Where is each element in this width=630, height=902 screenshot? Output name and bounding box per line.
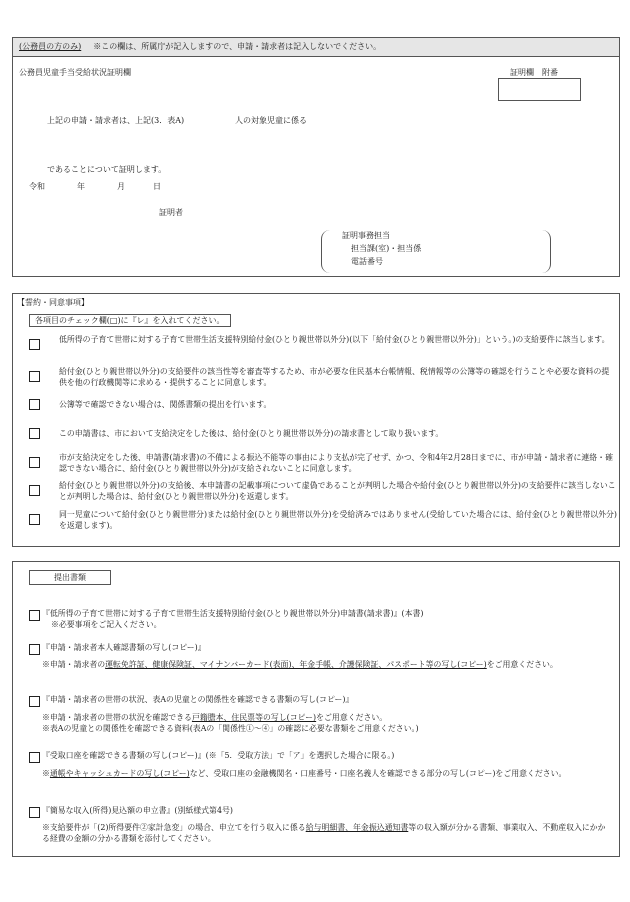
documents-section: [12, 561, 620, 857]
pledge-checkbox[interactable]: [29, 485, 40, 496]
date-day-label: 日: [153, 182, 161, 191]
note-text: をご用意ください。: [316, 713, 388, 722]
pledge-consent-section: [12, 293, 620, 547]
official-section-title: 公務員児童手当受給状況証明欄: [19, 68, 131, 77]
official-only-tag: (公務員の方のみ): [19, 42, 82, 51]
document-checkbox[interactable]: [29, 752, 40, 763]
document-checkbox[interactable]: [29, 644, 40, 655]
cert-statement-line1a: 上記の申請・請求者は、上記(3．表A): [47, 116, 185, 125]
pledge-item-text: 同一児童について給付金(ひとり親世帯分)または給付金(ひとり親世帯以外分)を受給済みではありません(受給していた場合には、給付金(ひとり親世帯以外分)を返還します)。: [59, 510, 617, 530]
pledge-checkbox[interactable]: [29, 428, 40, 439]
official-section-header: [13, 38, 619, 57]
note-text: ※申請・請求者の: [42, 660, 106, 669]
pledge-item-text: 公簿等で確認できない場合は、関係書類の提出を行います。: [59, 400, 272, 409]
document-3-note-1: [42, 712, 613, 723]
document-3-note-2: ※表Aの児童との関係性を確認できる資料(表Aの「関係性①～④」の確認に必要な書類をご用意ください。): [42, 724, 419, 733]
pledge-checkbox[interactable]: [29, 457, 40, 468]
document-2-note: [42, 659, 613, 670]
note-underlined-text: 給与明細書、年金振込通知書: [305, 823, 409, 832]
note-text: 等の収入額が分かる書類、事業収入、不動産収入にかかる経費の金額の分かる書類を添付してください。: [42, 823, 606, 843]
note-text: ※支給要件が「(2)所得要件②家計急変」の場合、申立てを行う収入に係る: [42, 823, 306, 832]
pledge-item-text: 市が支給決定をした後、申請書(請求書)の不備による振込不能等の事由により支払が完了せず、かつ、令和4年2月28日までに、市が申請・請求者に連絡・確認できない場合に、給付金(ひとり親世帯以外分)が支給されないことに同意します。: [59, 453, 613, 473]
office-contact-label: 証明事務担当: [342, 231, 390, 240]
document-checkbox[interactable]: [29, 610, 40, 621]
document-4-title: 『受取口座を確認できる書類の写し(コピー)』(※「5．受取方法」で「ア」を選択した場合に限る。): [42, 751, 395, 760]
pledge-item-text: 給付金(ひとり親世帯以外分)の支給要件の該当性等を審査等するため、市が必要な住民基本台帳情報、税情報等の公簿等の確認を行うことや必要な資料の提供を他の行政機関等に求める・提供することに同意します。: [59, 367, 610, 387]
document-5-title: 『簡易な収入(所得)見込額の申立書』(別紙様式第4号): [42, 806, 233, 815]
pledge-item-text: 低所得の子育て世帯に対する子育て世帯生活支援特別給付金(ひとり親世帯以外分)(以下「給付金(ひとり親世帯以外分)」という。)の支給要件に該当します。: [59, 335, 610, 344]
pledge-section-title: 【誓約・同意事項】: [17, 298, 89, 307]
office-phone-label: 電話番号: [351, 257, 383, 266]
note-underlined-text: 戸籍謄本、住民票等の写し(コピー): [191, 713, 317, 722]
official-section-note: ※この欄は、所属庁が記入しますので、申請・請求者は記入しないでください。: [93, 42, 382, 51]
note-text: ※申請・請求者の世帯の状況を確認できる: [42, 713, 192, 722]
official-certification-section: [12, 37, 620, 277]
document-checkbox[interactable]: [29, 696, 40, 707]
note-text: など、受取口座の金融機関名・口座番号・口座名義人を確認できる部分の写し(コピー)をご用意ください。: [189, 769, 567, 778]
certifier-label: 証明者: [159, 208, 183, 217]
pledge-item-text: この申請書は、市において支給決定をした後は、給付金(ひとり親世帯以外分)の請求書として取り扱います。: [59, 429, 444, 438]
date-year-label: 年: [77, 182, 85, 191]
note-underlined-text: 通帳やキャッシュカードの写し(コピー): [49, 769, 190, 778]
documents-section-title: 提出書類: [29, 570, 111, 585]
pledge-checkbox[interactable]: [29, 514, 40, 525]
document-checkbox[interactable]: [29, 807, 40, 818]
document-3-title: 『申請・請求者の世帯の状況、表Aの児童との関係性を確認できる書類の写し(コピー)』: [42, 695, 354, 704]
date-month-label: 月: [117, 182, 125, 191]
document-1-title: 『低所得の子育て世帯に対する子育て世帯生活支援特別給付金(ひとり親世帯以外分)申請書(請求書)』(本書): [42, 609, 424, 618]
cert-statement-line1b: 人の対象児童に係る: [235, 116, 307, 125]
pledge-item-text: 給付金(ひとり親世帯以外分)の支給後、本申請書の記載事項について虚偽であることが判明した場合や給付金(ひとり親世帯以外分)の支給要件に該当しないことが判明した場合は、給付金(ひとり親世帯以外分)を返還します。: [59, 481, 616, 501]
note-text: ※: [42, 769, 50, 778]
pledge-checkbox[interactable]: [29, 339, 40, 350]
pledge-checkbox[interactable]: [29, 371, 40, 382]
note-text: をご用意ください。: [486, 660, 558, 669]
note-underlined-text: 運転免許証、健康保険証、マイナンバーカード(表面)、年金手帳、介護保険証、パスポート等の写し(コピー): [105, 660, 487, 669]
cert-number-label: 証明欄 附番: [510, 68, 558, 77]
office-department-label: 担当課(室)・担当係: [351, 244, 422, 253]
date-era: 令和: [29, 182, 45, 191]
document-1-note: ※必要事項をご記入ください。: [51, 620, 162, 629]
pledge-instruction: 各項目のチェック欄(□)に『レ』を入れてください。: [29, 314, 231, 327]
document-4-note: [42, 768, 613, 779]
document-2-title: 『申請・請求者本人確認書類の写し(コピー)』: [42, 643, 206, 652]
pledge-checkbox[interactable]: [29, 399, 40, 410]
cert-statement-line2: であることについて証明します。: [47, 165, 167, 174]
document-5-note: [42, 822, 613, 844]
cert-number-field[interactable]: [498, 78, 581, 101]
